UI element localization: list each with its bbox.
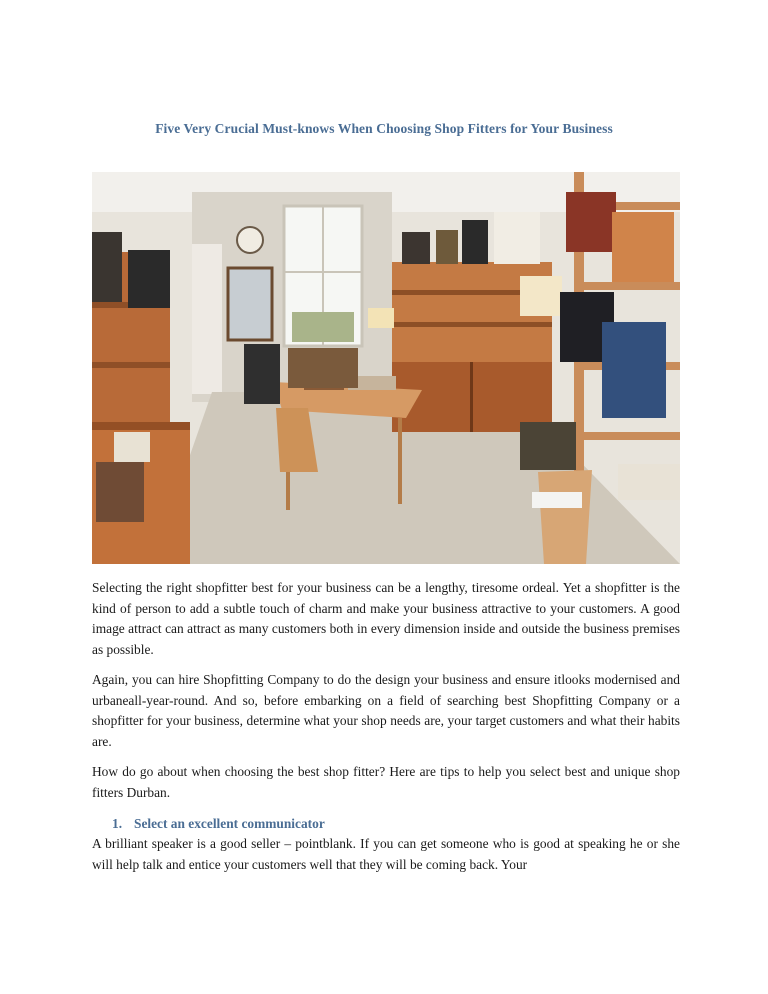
paragraph-2: Again, you can hire Shopfitting Company to do the design your business and ensure itlooks modernised and urbaneall-year-round. And so, before embarking on a field of searching best Shopfitting Company or a shopfitter for your business, determine what your shop needs are, your target customers and what their habits are. [92, 672, 680, 749]
section-number: 1. [112, 816, 123, 831]
section-heading-text: Select an excellent communicator [134, 816, 325, 831]
section-heading [112, 816, 325, 832]
document-title: Five Very Crucial Must-knows When Choosing Shop Fitters for Your Business [155, 121, 613, 136]
paragraph-3: How do go about when choosing the best shop fitter? Here are tips to help you select best and unique shop fitters Durban. [92, 764, 680, 800]
shop-interior-photo [92, 172, 680, 564]
paragraph-1: Selecting the right shopfitter best for your business can be a lengthy, tiresome ordeal. Yet a shopfitter is the kind of person to add a subtle touch of charm and make your business attractive to your customers. A good image attract can attract as many customers both in every dimension inside and outside the business premises as possible. [92, 580, 680, 657]
section-paragraph: A brilliant speaker is a good seller – pointblank. If you can get someone who is good at speaking he or she will help talk and entice your customers well that they will be coming back. Your [92, 836, 680, 872]
